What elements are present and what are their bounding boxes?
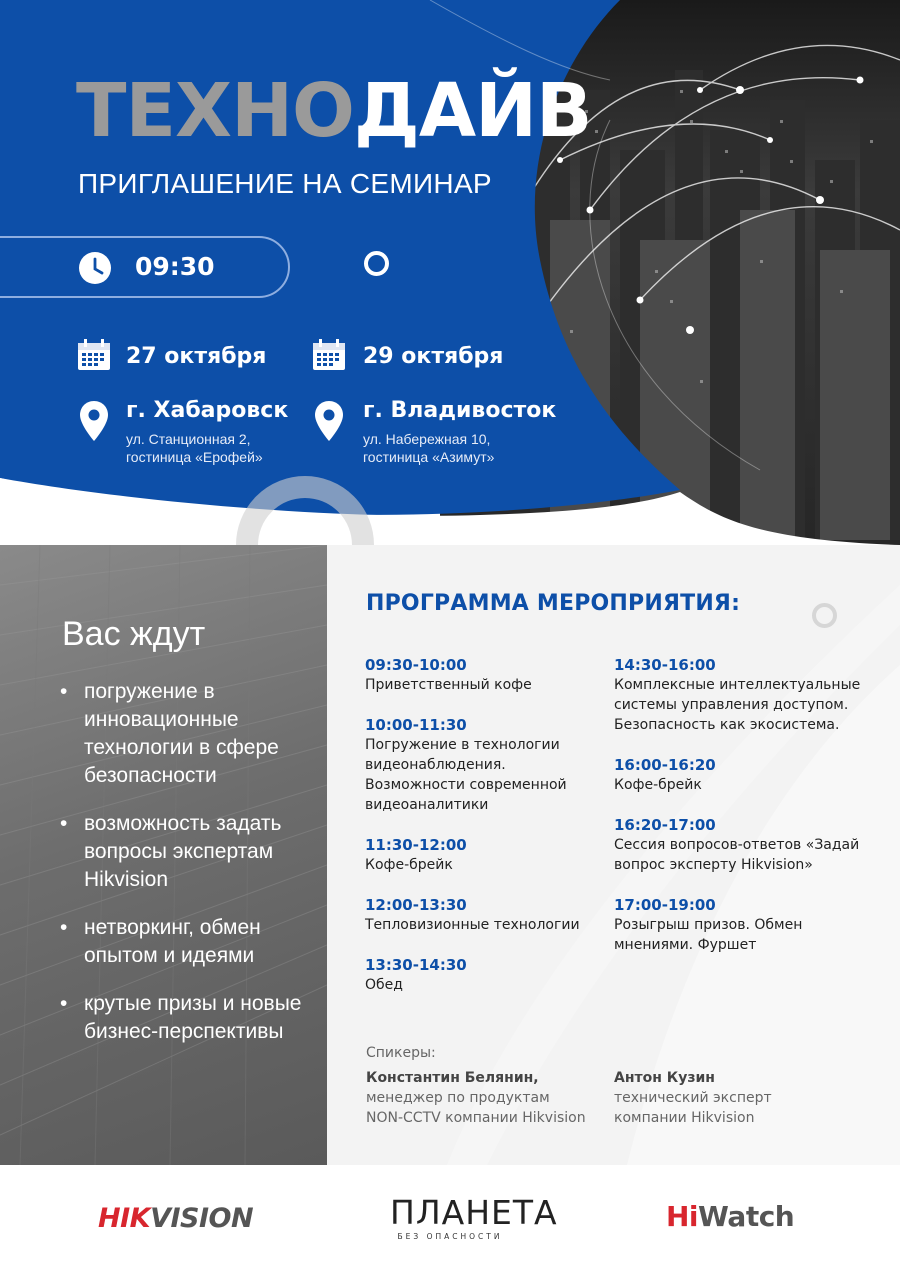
event-subtitle: ПРИГЛАШЕНИЕ НА СЕМИНАР bbox=[78, 168, 492, 199]
calendar-icon bbox=[312, 339, 346, 371]
schedule-item bbox=[614, 655, 864, 735]
speaker-name: Константин Белянин, bbox=[366, 1070, 539, 1086]
logo-part: Hi bbox=[666, 1200, 699, 1233]
schedule-desc: Тепловизионные технологии bbox=[365, 917, 580, 933]
clock-icon bbox=[78, 251, 112, 285]
schedule-column-2 bbox=[614, 655, 864, 975]
event-address-vladivostok bbox=[363, 430, 494, 466]
schedule-time: 11:30-12:00 bbox=[365, 836, 467, 854]
event-title bbox=[76, 68, 592, 154]
hiwatch-logo bbox=[666, 1200, 794, 1233]
schedule-item bbox=[614, 755, 864, 795]
list-item: • нетворкинг, обмен опытом и идеями bbox=[60, 914, 320, 970]
schedule-time: 17:00-19:00 bbox=[614, 896, 716, 914]
schedule-item bbox=[365, 655, 595, 695]
logo-part: Watch bbox=[698, 1200, 795, 1233]
event-time: 09:30 bbox=[135, 252, 215, 281]
speaker-role: технический эксперт bbox=[614, 1090, 772, 1106]
schedule-item bbox=[365, 835, 595, 875]
ring-decoration bbox=[812, 603, 837, 628]
program-title: ПРОГРАММА МЕРОПРИЯТИЯ: bbox=[366, 591, 741, 616]
speaker-name: Антон Кузин bbox=[614, 1070, 715, 1086]
schedule-time: 12:00-13:30 bbox=[365, 896, 467, 914]
event-city-khabarovsk: г. Хабаровск bbox=[126, 398, 289, 423]
hero-header bbox=[0, 0, 900, 545]
schedule-item bbox=[365, 715, 595, 815]
logo-part: ПЛАНЕТА bbox=[390, 1193, 558, 1232]
schedule-time: 16:00-16:20 bbox=[614, 756, 716, 774]
schedule-time: 10:00-11:30 bbox=[365, 716, 467, 734]
address-line: гостиница «Ерофей» bbox=[126, 449, 263, 465]
calendar-icon bbox=[77, 339, 111, 371]
schedule-item bbox=[614, 815, 864, 875]
location-pin-icon bbox=[80, 401, 108, 441]
logo-part: VISION bbox=[150, 1203, 254, 1234]
schedule-desc: Сессия вопросов-ответов «Задай вопрос эксперту Hikvision» bbox=[614, 837, 860, 873]
schedule-desc: Погружение в технологии видеонаблюдения. Возможности современной видеоаналитики bbox=[365, 737, 567, 813]
benefits-list bbox=[60, 678, 320, 1066]
address-line: ул. Набережная 10, bbox=[363, 431, 491, 447]
schedule-desc: Розыгрыш призов. Обмен мнениями. Фуршет bbox=[614, 917, 803, 953]
address-line: гостиница «Азимут» bbox=[363, 449, 495, 465]
speakers-label: Спикеры: bbox=[366, 1045, 436, 1061]
event-address-khabarovsk bbox=[126, 430, 263, 466]
title-part-techno: ТЕХНО bbox=[76, 68, 354, 154]
list-item: • возможность задать вопросы экспертам Hikvision bbox=[60, 810, 320, 894]
address-line: ул. Станционная 2, bbox=[126, 431, 251, 447]
schedule-item bbox=[365, 895, 595, 935]
event-date-khabarovsk: 27 октября bbox=[126, 344, 267, 369]
schedule-desc: Кофе-брейк bbox=[365, 857, 453, 873]
schedule-time: 14:30-16:00 bbox=[614, 656, 716, 674]
schedule-column-1 bbox=[365, 655, 595, 1015]
schedule-desc: Кофе-брейк bbox=[614, 777, 702, 793]
planeta-logo bbox=[390, 1193, 558, 1241]
schedule-item bbox=[614, 895, 864, 955]
speaker-kuzin bbox=[614, 1068, 854, 1128]
benefits-panel bbox=[0, 545, 327, 1165]
event-city-vladivostok: г. Владивосток bbox=[363, 398, 557, 423]
schedule-desc: Приветственный кофе bbox=[365, 677, 532, 693]
schedule-time: 09:30-10:00 bbox=[365, 656, 467, 674]
schedule-item bbox=[365, 955, 595, 995]
schedule-time: 13:30-14:30 bbox=[365, 956, 467, 974]
benefits-title: Вас ждут bbox=[62, 615, 206, 653]
location-pin-icon bbox=[315, 401, 343, 441]
logo-part: БЕЗ ОПАСНОСТИ bbox=[397, 1232, 503, 1241]
event-date-vladivostok: 29 октября bbox=[363, 344, 504, 369]
schedule-desc: Комплексные интеллектуальные системы управления доступом. Безопасность как экосистема. bbox=[614, 677, 861, 733]
speaker-role: менеджер по продуктам bbox=[366, 1090, 550, 1106]
schedule-time: 16:20-17:00 bbox=[614, 816, 716, 834]
title-part-dive: ДАЙВ bbox=[353, 68, 592, 154]
speaker-belyanin bbox=[366, 1068, 606, 1128]
speaker-role: компании Hikvision bbox=[614, 1110, 755, 1126]
speaker-role: NON-CCTV компании Hikvision bbox=[366, 1110, 586, 1126]
ring-decoration bbox=[364, 251, 389, 276]
list-item: • крутые призы и новые бизнес-перспективы bbox=[60, 990, 320, 1046]
logo-part: HIK bbox=[98, 1203, 151, 1234]
schedule-desc: Обед bbox=[365, 977, 403, 993]
list-item: • погружение в инновационные технологии в сфере безопасности bbox=[60, 678, 320, 790]
hikvision-logo bbox=[98, 1203, 253, 1234]
